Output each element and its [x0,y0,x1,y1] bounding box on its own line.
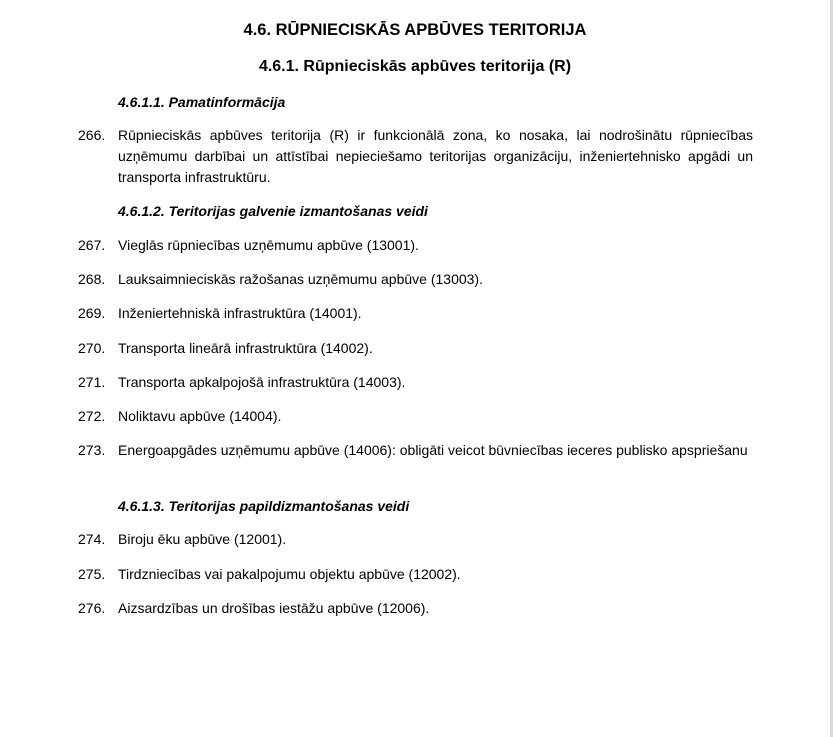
item-number: 271. [78,374,106,390]
list-item [78,406,753,427]
item-text: Transporta apkalpojošā infrastruktūra (14003). [118,374,406,390]
item-number: 276. [78,600,106,616]
list-item [78,529,753,550]
item-number: 270. [78,340,106,356]
section-heading-galvenie-veidi: 4.6.1.2. Teritorijas galvenie izmantošanas veidi [118,203,428,219]
item-text: Rūpnieciskās apbūves teritorija (R) ir funkcionālā zona, ko nosaka, lai nodrošinātu rūpniecības uzņēmumu darbībai un attīstībai nepieciešamo teritorijas organizāciju, inženiertehnisko apgādi un transporta infrastruktūru. [118,127,753,185]
list-item [78,564,753,585]
section-heading-papildizmantosanas-veidi: 4.6.1.3. Teritorijas papildizmantošanas veidi [118,498,410,514]
list-item [78,372,753,393]
section-heading-pamatinformacija: 4.6.1.1. Pamatinformācija [118,94,286,110]
list-item [78,125,753,188]
item-number: 275. [78,566,106,582]
item-text: Noliktavu apbūve (14004). [118,408,282,424]
list-item [78,440,753,461]
item-number: 268. [78,271,106,287]
item-text: Lauksaimnieciskās ražošanas uzņēmumu apbūve (13003). [118,271,483,287]
list-item [78,269,753,290]
item-text: Biroju ēku apbūve (12001). [118,531,287,547]
item-number: 272. [78,408,106,424]
item-number: 267. [78,237,106,253]
item-text: Inženiertehniskā infrastruktūra (14001). [118,305,362,321]
item-number: 266. [78,127,106,143]
item-text: Aizsardzības un drošības iestāžu apbūve (12006). [118,600,430,616]
item-number: 273. [78,442,106,458]
list-item [78,338,753,359]
item-number: 274. [78,531,106,547]
list-item [78,235,753,256]
item-text: Energoapgādes uzņēmumu apbūve (14006): obligāti veicot būvniecības ieceres publisko apspriešanu [118,442,748,458]
list-item [78,598,753,619]
page-subtitle: 4.6.1. Rūpnieciskās apbūves teritorija (R) [258,58,572,75]
item-number: 269. [78,305,106,321]
list-item [78,303,753,324]
item-text: Transporta lineārā infrastruktūra (14002). [118,340,373,356]
item-text: Vieglās rūpniecības uzņēmumu apbūve (13001). [118,237,419,253]
item-text: Tirdzniecības vai pakalpojumu objektu apbūve (12002). [118,566,461,582]
page-title: 4.6. RŪPNIECISKĀS APBŪVES TERITORIJA [243,21,587,39]
